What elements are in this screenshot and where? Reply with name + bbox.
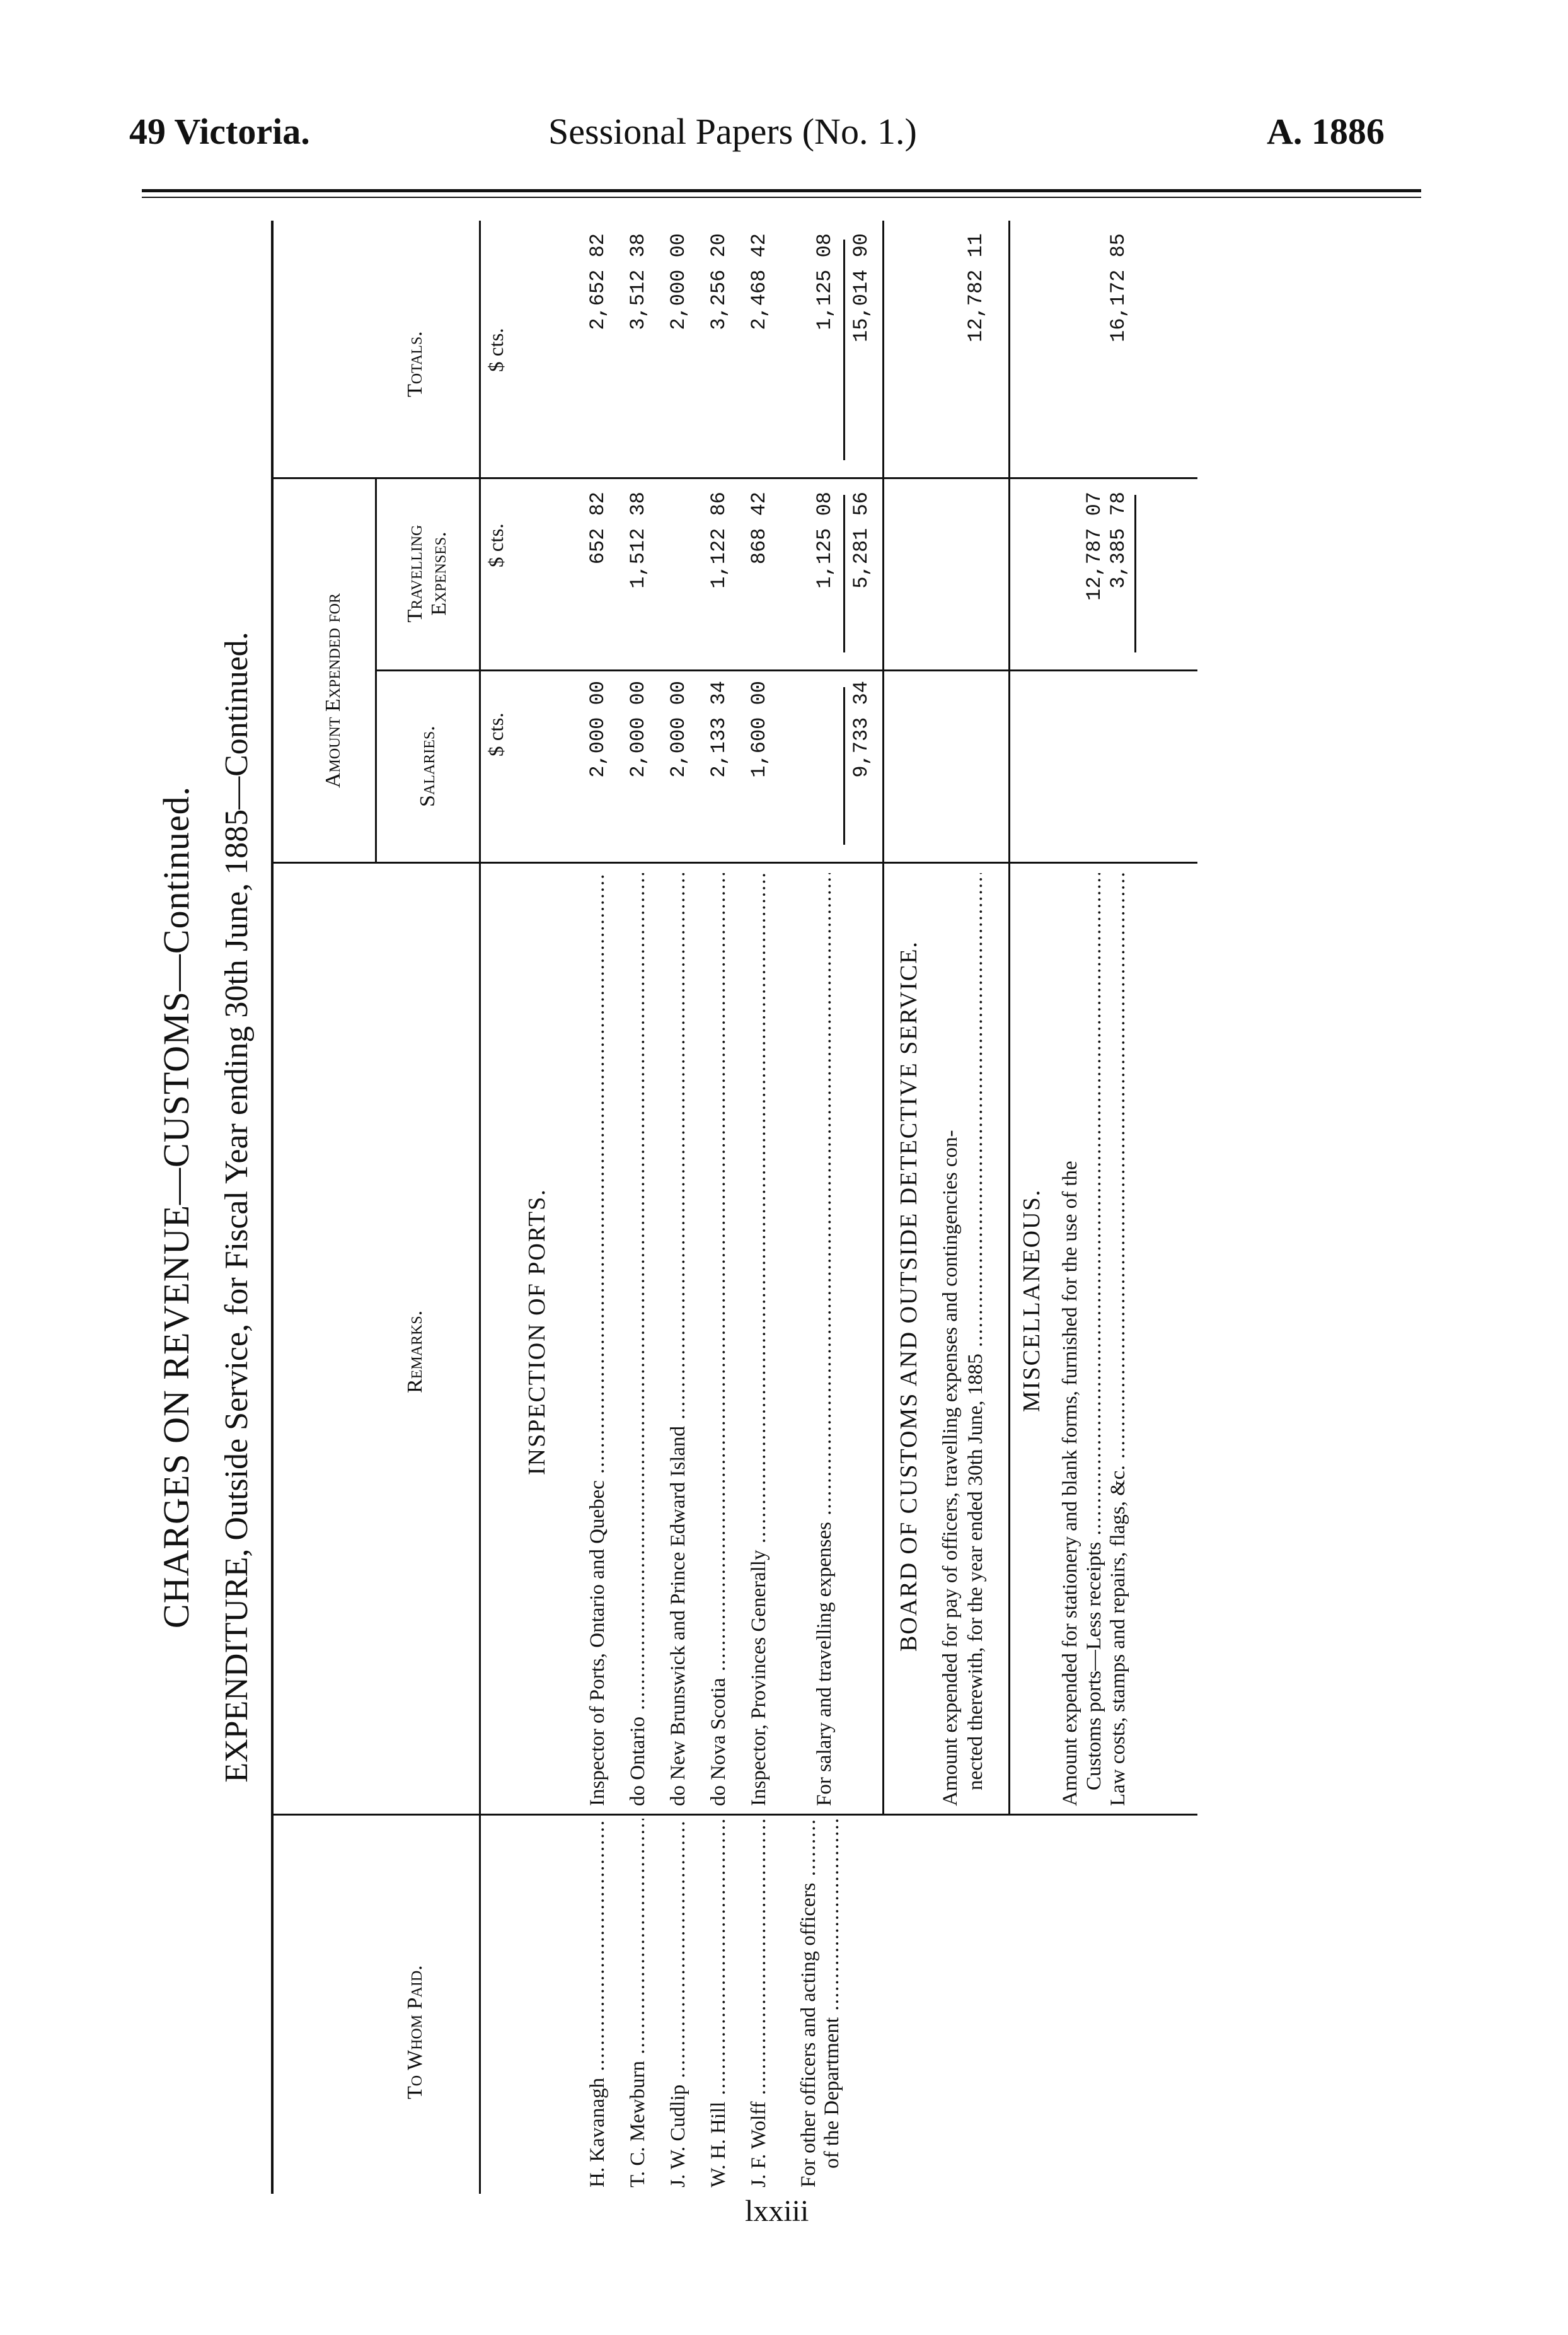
officer-total: 3,512 38 [626,233,650,330]
col-travelling: Travelling Expenses. [403,524,451,623]
table-top-rule [271,221,274,2194]
section-board-of-customs: BOARD OF CUSTOMS AND OUTSIDE DETECTIVE SERVICE. [896,941,922,1652]
travelling-unit: $ cts. [485,523,508,567]
col-divider-1 [274,1814,1197,1816]
board-row-line2: nected therewith, for the year ended 30th June, 1885 ..... [964,873,988,1790]
officer-travel: 652 82 [586,492,609,565]
col-divider-3 [375,669,1197,671]
subtotal-rule-salary [843,687,845,845]
salaries-unit: $ cts. [485,712,508,756]
col-to-whom-paid: To Whom Paid. [403,1965,427,2099]
other-officers-travel: 1,125 08 [813,492,836,589]
running-head-year: A. 1886 [1267,111,1385,152]
misc-row-line1: Amount expended for stationery and blank forms, furnished for the use of the [1059,1161,1081,1806]
officer-salary: 1,600 00 [747,681,771,778]
header-rule-thick [142,189,1421,192]
board-row-line1: Amount expended for pay of officers, travelling expenses and contingencies con- [939,1130,962,1806]
subtotal-rule-travel [843,495,845,652]
officer-travel: 1,512 38 [626,492,650,589]
officer-name: T. C. Mewburn ..... [626,1819,650,2187]
amount-head-rule [375,479,377,864]
officer-total: 2,468 42 [747,233,771,330]
officer-remark: do New Brunswick and Prince Edward Island ..... [667,873,690,1806]
totals-unit: $ cts. [485,328,508,372]
section-inspection-of-ports: INSPECTION OF PORTS. [524,1188,550,1475]
other-officers-name-1: For other officers and acting officers ..... [797,1819,821,2187]
officer-salary: 2,000 00 [586,681,609,778]
officer-salary: 2,000 00 [667,681,690,778]
section-rule-1 [882,221,884,1816]
other-officers-name-2: of the Department ..... [821,1819,844,2169]
col-amount-expended: Amount Expended for [321,593,345,788]
col-totals: Totals. [403,331,427,397]
officer-remark: do Nova Scotia ..... [707,873,730,1806]
misc-row-line3: Law costs, stamps and repairs, flags, &c. ..... [1107,873,1130,1806]
col-salaries: Salaries. [416,726,439,807]
misc-travel-2: 3,385 78 [1107,492,1130,589]
section-rule-2 [1008,221,1010,1816]
section-miscellaneous: MISCELLANEOUS. [1018,1188,1045,1412]
rotated-table-sheet [151,221,1197,2194]
table-title: CHARGES ON REVENUE—CUSTOMS—Continued. [156,785,197,1629]
subtotal-total: 15,014 90 [850,233,873,342]
officer-remark: do Ontario ..... [626,873,650,1806]
officer-remark: Inspector of Ports, Ontario and Quebec ..... [586,873,609,1806]
officer-total: 3,256 20 [707,233,730,330]
running-head-volume: 49 Victoria. [129,111,310,152]
misc-total: 16,172 85 [1107,233,1130,342]
misc-travel-1: 12,787 07 [1083,492,1106,601]
officer-total: 2,000 00 [667,233,690,330]
page-folio: lxxiii [745,2194,809,2228]
officer-travel: 868 42 [747,492,771,565]
officer-total: 2,652 82 [586,233,609,330]
board-row-total: 12,782 11 [964,233,988,342]
table-subtitle: EXPENDITURE, Outside Service, for Fiscal Year ending 30th June, 1885—Continued. [219,632,255,1783]
officer-travel: 1,122 86 [707,492,730,589]
officer-name: H. Kavanagh ..... [586,1819,609,2187]
officer-name: J. W. Cudlip ..... [667,1819,690,2187]
subtotal-rule-total [843,240,845,460]
other-officers-total: 1,125 08 [813,233,836,330]
officer-name: J. F. Wolff ..... [747,1819,771,2187]
col-divider-4 [274,477,1197,479]
column-head-rule [479,221,481,2194]
officer-name: W. H. Hill ..... [707,1819,730,2187]
col-remarks: Remarks. [403,1310,427,1393]
misc-rule-travel [1134,495,1136,652]
header-rule-thin [142,197,1421,198]
subtotal-travel: 5,281 56 [850,492,873,589]
officer-remark: Inspector, Provinces Generally ..... [747,873,771,1806]
officer-salary: 2,000 00 [626,681,650,778]
officer-salary: 2,133 34 [707,681,730,778]
running-head-papers: Sessional Papers (No. 1.) [548,111,917,152]
subtotal-salary: 9,733 34 [850,681,873,778]
misc-row-line2: Customs ports—Less receipts ..... [1083,873,1106,1790]
col-divider-2 [274,862,1197,864]
other-officers-remark: For salary and travelling expenses ..... [813,873,836,1806]
